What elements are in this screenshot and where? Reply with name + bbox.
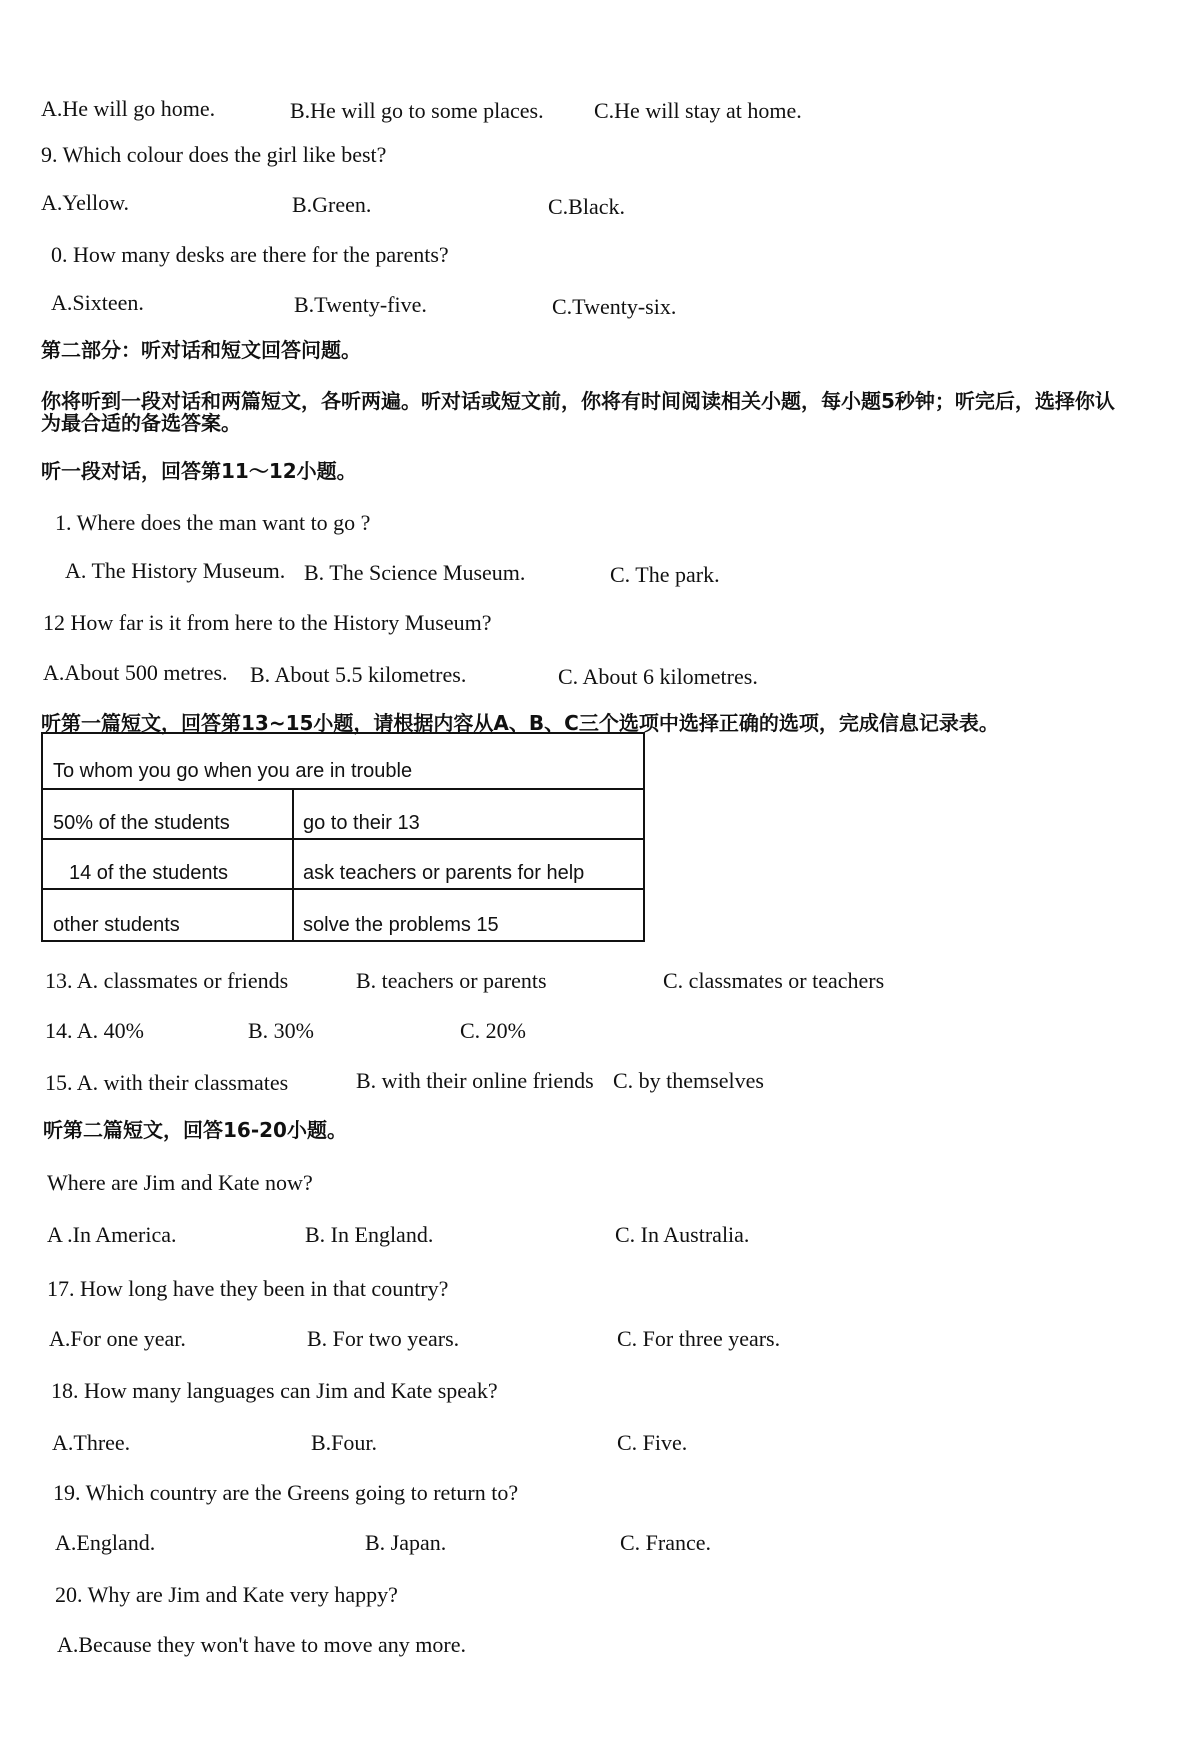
- table-row3-right: solve the problems 15: [303, 914, 499, 936]
- q11-stem: 1. Where does the man want to go ?: [55, 510, 371, 535]
- q7-option-b: B.He will go to some places.: [290, 98, 544, 123]
- q16-stem: Where are Jim and Kate now?: [47, 1170, 313, 1195]
- q7-option-a: A.He will go home.: [41, 96, 216, 121]
- table-row1-left: 50% of the students: [53, 812, 230, 834]
- q15-option-a: 15. A. with their classmates: [45, 1070, 289, 1095]
- table-divider: [43, 788, 643, 790]
- q10-option-c: C.Twenty-six.: [552, 294, 677, 319]
- q14-option-a: 14. A. 40%: [45, 1018, 144, 1043]
- q16-option-b: B. In England.: [305, 1222, 434, 1247]
- table-row1-right: go to their 13: [303, 812, 420, 834]
- q18-option-b: B.Four.: [311, 1430, 378, 1455]
- q20-option-a: A.Because they won't have to move any more.: [57, 1632, 467, 1657]
- passage2-heading: 听第二篇短文，回答16-20小题。: [43, 1118, 347, 1142]
- q18-option-a: A.Three.: [52, 1430, 131, 1455]
- q12-stem: 12 How far is it from here to the History Museum?: [43, 610, 492, 635]
- q11-option-b: B. The Science Museum.: [304, 560, 526, 585]
- table-column-divider: [292, 790, 294, 940]
- q19-option-b: B. Japan.: [365, 1530, 447, 1555]
- q10-option-b: B.Twenty-five.: [294, 292, 427, 317]
- q19-option-a: A.England.: [55, 1530, 156, 1555]
- q17-option-c: C. For three years.: [617, 1326, 781, 1351]
- q20-stem: 20. Why are Jim and Kate very happy?: [55, 1582, 398, 1607]
- q9-option-b: B.Green.: [292, 192, 372, 217]
- table-title: To whom you go when you are in trouble: [53, 760, 413, 782]
- q10-stem: 0. How many desks are there for the parents?: [51, 242, 449, 267]
- q13-option-a: 13. A. classmates or friends: [45, 968, 289, 993]
- q17-stem: 17. How long have they been in that country?: [47, 1276, 449, 1301]
- q12-option-a: A.About 500 metres.: [43, 660, 228, 685]
- part2-instructions: 你将听到一段对话和两篇短文，各听两遍。听对话或短文前，你将有时间阅读相关小题，每小题5秒钟；听完后，选择你认为最合适的备选答案。: [41, 389, 1115, 435]
- part2-heading: 第二部分：听对话和短文回答问题。: [41, 338, 361, 362]
- table-divider: [43, 888, 643, 890]
- q11-option-a: A. The History Museum.: [65, 558, 286, 583]
- q14-option-b: B. 30%: [248, 1018, 314, 1043]
- q15-option-b: B. with their online friends: [356, 1068, 594, 1093]
- q16-option-a: A .In America.: [47, 1222, 177, 1247]
- info-record-table: [41, 732, 645, 942]
- q18-option-c: C. Five.: [617, 1430, 688, 1455]
- q9-option-a: A.Yellow.: [41, 190, 130, 215]
- q12-option-b: B. About 5.5 kilometres.: [250, 662, 467, 687]
- table-row3-left: other students: [53, 914, 180, 936]
- q13-option-c: C. classmates or teachers: [663, 968, 885, 993]
- q17-option-a: A.For one year.: [49, 1326, 186, 1351]
- dialogue-heading: 听一段对话，回答第11～12小题。: [41, 459, 357, 483]
- table-row2-right: ask teachers or parents for help: [303, 862, 585, 884]
- q19-stem: 19. Which country are the Greens going to return to?: [53, 1480, 519, 1505]
- q13-option-b: B. teachers or parents: [356, 968, 547, 993]
- q17-option-b: B. For two years.: [307, 1326, 460, 1351]
- q7-option-c: C.He will stay at home.: [594, 98, 802, 123]
- q11-option-c: C. The park.: [610, 562, 720, 587]
- passage1-heading: 听第一篇短文，回答第13~15小题，请根据内容从A、B、C三个选项中选择正确的选项，完成信息记录表。: [41, 711, 999, 735]
- q10-option-a: A.Sixteen.: [51, 290, 144, 315]
- q19-option-c: C. France.: [620, 1530, 712, 1555]
- q14-option-c: C. 20%: [460, 1018, 526, 1043]
- table-divider: [43, 838, 643, 840]
- q18-stem: 18. How many languages can Jim and Kate speak?: [51, 1378, 498, 1403]
- q15-option-c: C. by themselves: [613, 1068, 764, 1093]
- q9-option-c: C.Black.: [548, 194, 625, 219]
- q16-option-c: C. In Australia.: [615, 1222, 750, 1247]
- q9-stem: 9. Which colour does the girl like best?: [41, 142, 387, 167]
- table-row2-left: 14 of the students: [69, 862, 229, 884]
- q12-option-c: C. About 6 kilometres.: [558, 664, 758, 689]
